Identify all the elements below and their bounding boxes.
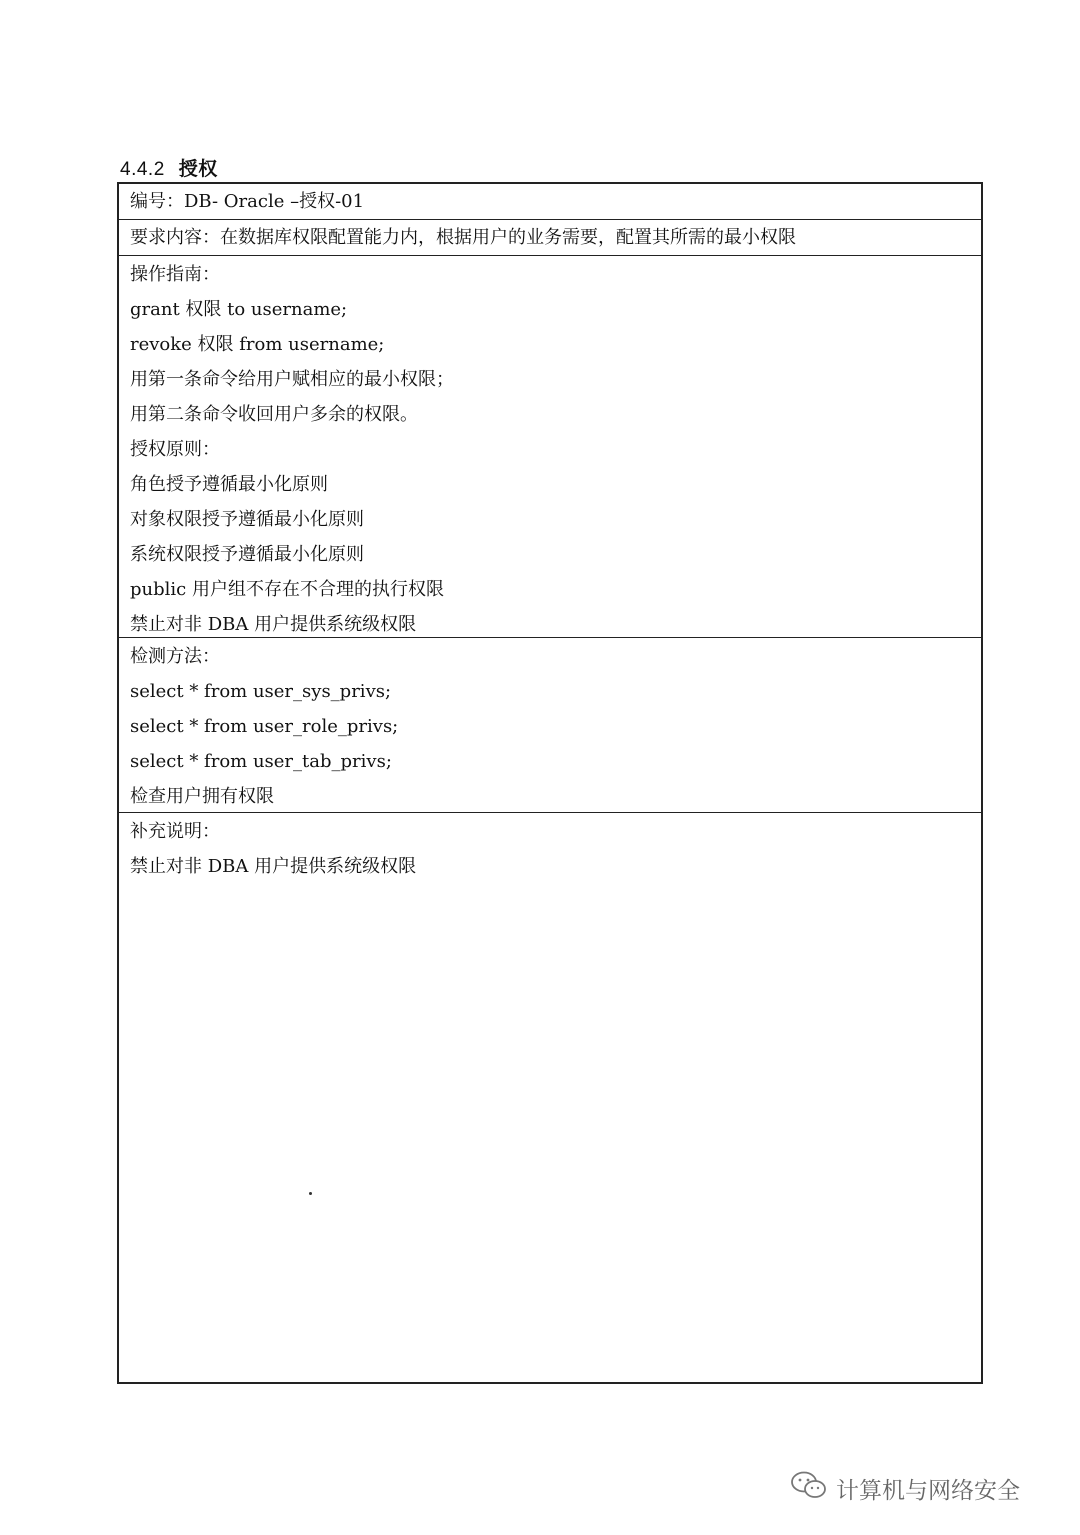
principle-line: 角色授予遵循最小化原则 [130,474,328,495]
guide-line: grant 权限 to username; [130,299,348,320]
notes-section [119,813,981,885]
watermark-text: 计算机与网络安全 [836,1477,1020,1504]
scan-speck [309,1192,312,1195]
guide-line: revoke 权限 from username; [130,334,385,355]
section-title: 授权 [178,158,218,180]
detection-line: 检查用户拥有权限 [130,786,274,807]
id-row: 编号：DB- Oracle –授权-01 [119,184,981,220]
principle-line: public 用户组不存在不合理的执行权限 [130,579,444,600]
guide-heading: 操作指南： [130,264,220,285]
principle-line: 禁止对非 DBA 用户提供系统级权限 [130,614,417,635]
principle-heading: 授权原则： [130,439,220,460]
section-heading [120,154,218,181]
watermark [790,1470,1020,1506]
detection-heading: 检测方法： [130,646,220,667]
detection-line: select * from user_sys_privs; [130,681,392,702]
requirements-table [117,182,983,1384]
guide-section [119,256,981,638]
detection-line: select * from user_tab_privs; [130,751,392,772]
notes-heading: 补充说明： [130,821,220,842]
principle-line: 对象权限授予遵循最小化原则 [130,509,364,530]
section-number: 4.4.2 [120,159,165,180]
detection-section [119,638,981,813]
guide-line: 用第二条命令收回用户多余的权限。 [130,404,418,425]
wechat-icon [790,1470,836,1506]
detection-line: select * from user_role_privs; [130,716,399,737]
principle-line: 系统权限授予遵循最小化原则 [130,544,364,565]
requirement-row: 要求内容：在数据库权限配置能力内，根据用户的业务需要，配置其所需的最小权限 [119,220,981,256]
notes-line: 禁止对非 DBA 用户提供系统级权限 [130,856,417,877]
guide-line: 用第一条命令给用户赋相应的最小权限； [130,369,454,390]
